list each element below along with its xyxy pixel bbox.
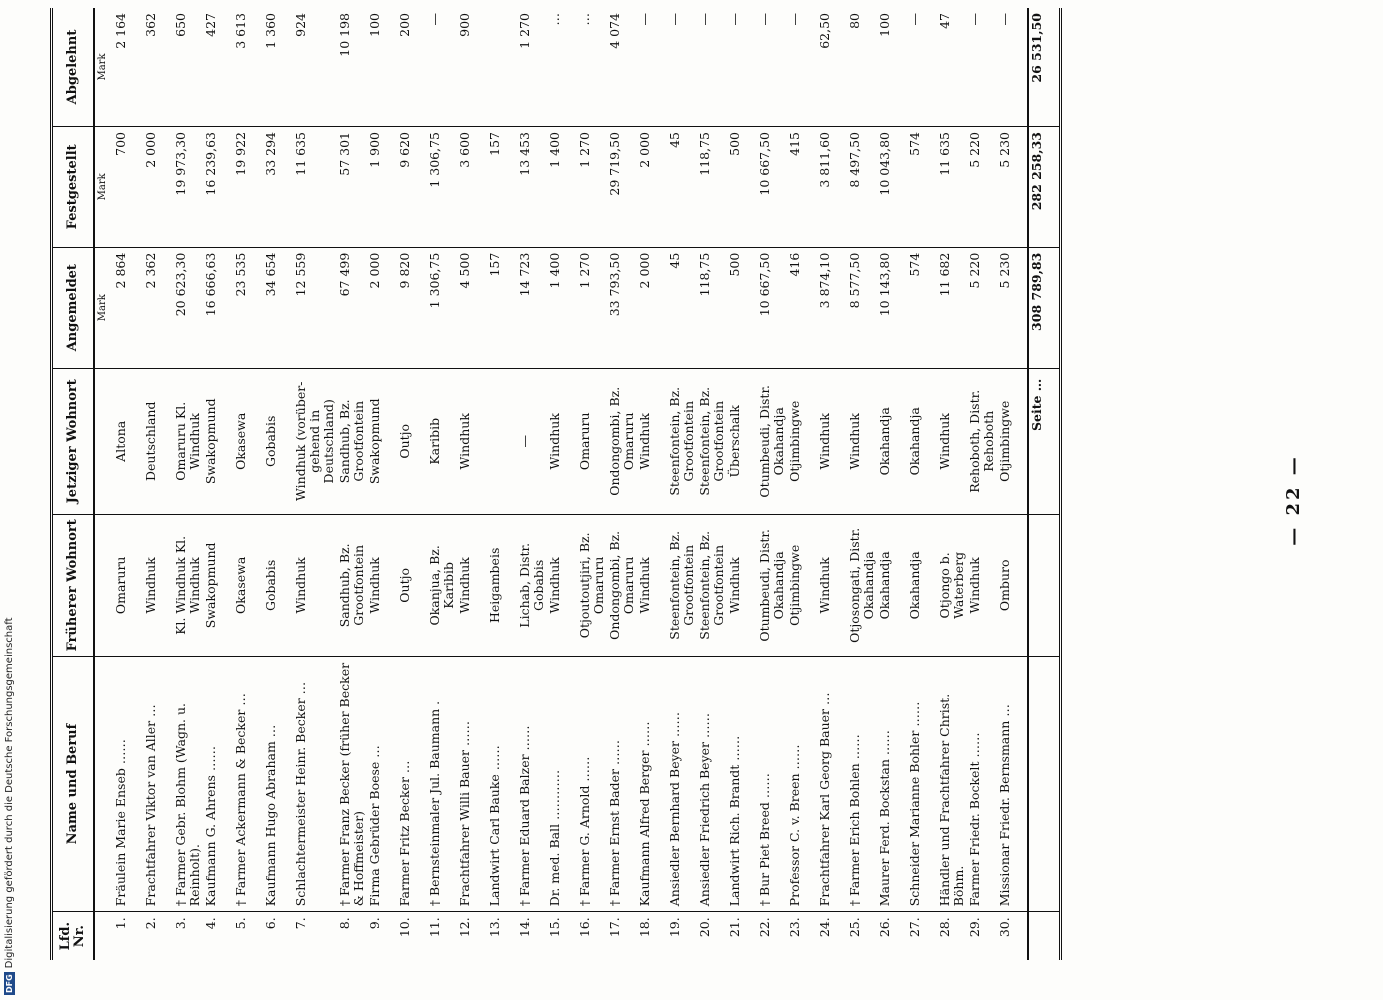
row-current-residence: Omaruru Kl. Windhuk [173, 368, 203, 514]
row-prev-residence: Swakopmund [203, 514, 233, 656]
row-prev-residence: Windhuk [967, 514, 997, 656]
row-prev-residence: Otjosongati, Distr. Okahandja [847, 514, 877, 656]
row-name: † Farmer Erich Bohlen …… [847, 656, 877, 911]
row-claimed: 5 230 [997, 247, 1028, 368]
footer-credit [4, 617, 15, 995]
row-prev-residence: Lichab, Distr. Gobabis [517, 514, 547, 656]
row-nr: 9. [367, 917, 382, 930]
row-current-residence: Windhuk [817, 368, 847, 514]
row-claimed: 3 874,10 [817, 247, 847, 368]
row-name: Dr. med. Ball ………… [547, 656, 577, 911]
row-name: † Farmer G. Arnold …… [577, 656, 607, 911]
row-prev-residence: Windhuk [817, 514, 847, 656]
row-claimed: 4 500 [457, 247, 487, 368]
row-name: Schneider Marianne Bohler …… [907, 656, 937, 911]
row-name: Frachtfahrer Viktor van Aller … [143, 656, 173, 911]
row-name: Missionar Friedr. Bernsmann … [997, 656, 1028, 911]
row-name: † Farmer Ernst Bader …… [607, 656, 637, 911]
table-row [577, 8, 607, 960]
row-name: Firma Gebrüder Boese … [367, 656, 397, 911]
row-name: Schlachtermeister Heinr. Becker … [293, 656, 337, 911]
row-fixed: 9 620 [397, 127, 427, 248]
header-claimed: Angemeldet [52, 247, 95, 368]
page-number: — 22 — [1283, 454, 1304, 546]
row-name: Maurer Ferd. Bockstan …… [877, 656, 907, 911]
row-claimed: 118,75 [697, 247, 727, 368]
row-nr: 8. [337, 917, 352, 930]
table-row [457, 8, 487, 960]
row-nr: 27. [907, 917, 922, 938]
row-fixed: 3 600 [457, 127, 487, 248]
claims-table [50, 8, 1062, 960]
header-rejected: Abgelehnt [52, 8, 95, 127]
row-claimed: 1 270 [577, 247, 607, 368]
row-claimed: 8 577,50 [847, 247, 877, 368]
row-claimed: 34 654 [263, 247, 293, 368]
row-claimed: 5 220 [967, 247, 997, 368]
row-name: Fräulein Marie Enseb …… [113, 656, 143, 911]
row-nr: 29. [967, 917, 982, 938]
row-current-residence: Deutschland [143, 368, 173, 514]
row-current-residence: Okasewa [233, 368, 263, 514]
row-current-residence: Karibib [427, 368, 457, 514]
row-rejected: 100 [367, 8, 397, 127]
row-fixed: 3 811,60 [817, 127, 847, 248]
total-empty [1028, 656, 1061, 911]
table-row [143, 8, 173, 960]
header-prev-residence: Früherer Wohnort [52, 514, 95, 656]
row-prev-residence: Windhuk [457, 514, 487, 656]
row-name: † Farmer Franz Becker (früher Becker & Hoffmeister) [337, 656, 367, 911]
row-nr: 1. [113, 917, 128, 930]
row-nr: 11. [427, 917, 442, 938]
row-nr: 20. [697, 917, 712, 938]
row-fixed: 2 000 [637, 127, 667, 248]
row-nr: 25. [847, 917, 862, 938]
row-name: † Bur Piet Breed …… [757, 656, 787, 911]
row-prev-residence: Okahandja [877, 514, 907, 656]
row-rejected: 10 198 [337, 8, 367, 127]
row-fixed: 5 220 [967, 127, 997, 248]
row-claimed: 2 000 [367, 247, 397, 368]
row-current-residence: Omaruru [577, 368, 607, 514]
row-fixed: 415 [787, 127, 817, 248]
row-nr: 12. [457, 917, 472, 938]
row-prev-residence: Okahandja [907, 514, 937, 656]
row-fixed: 10 667,50 [757, 127, 787, 248]
row-nr: 26. [877, 917, 892, 938]
table-row [487, 8, 517, 960]
row-current-residence: Otjimbingwe [787, 368, 817, 514]
row-nr: 24. [817, 917, 832, 938]
row-fixed: 13 453 [517, 127, 547, 248]
row-fixed: 19 973,30 [173, 127, 203, 248]
row-current-residence: Rehoboth, Distr. Rehoboth [967, 368, 997, 514]
row-prev-residence: Steenfontein, Bz. Grootfontein [697, 514, 727, 656]
row-prev-residence: Gobabis [263, 514, 293, 656]
row-current-residence: Windhuk [637, 368, 667, 514]
row-prev-residence: Omburo [997, 514, 1028, 656]
row-rejected: — [637, 8, 667, 127]
row-name: Farmer Fritz Becker … [397, 656, 427, 911]
row-claimed: 45 [667, 247, 697, 368]
row-fixed: 45 [667, 127, 697, 248]
row-rejected: — [907, 8, 937, 127]
row-claimed: 500 [727, 247, 757, 368]
total-empty [1028, 514, 1061, 656]
table-row [233, 8, 263, 960]
row-prev-residence: Windhuk [637, 514, 667, 656]
row-fixed: 2 000 [143, 127, 173, 248]
row-nr: 10. [397, 917, 412, 938]
table-row [967, 8, 997, 960]
row-claimed: 12 559 [293, 247, 337, 368]
row-current-residence: Überschalk [727, 368, 757, 514]
table-body [94, 8, 1061, 960]
row-current-residence: Otjimbingwe [997, 368, 1028, 514]
row-fixed: 29 719,50 [607, 127, 637, 248]
row-current-residence: Windhuk [937, 368, 967, 514]
row-prev-residence: Otjimbingwe [787, 514, 817, 656]
table-row [847, 8, 877, 960]
table-header-row [52, 8, 95, 960]
row-nr: 7. [293, 917, 308, 930]
table-row [607, 8, 637, 960]
row-rejected: 1 270 [517, 8, 547, 127]
row-rejected: — [997, 8, 1028, 127]
row-current-residence: Windhuk [457, 368, 487, 514]
row-claimed: 20 623,30 [173, 247, 203, 368]
row-nr: 30. [997, 917, 1012, 938]
row-rejected: 100 [877, 8, 907, 127]
row-rejected: 200 [397, 8, 427, 127]
table-row [113, 8, 143, 960]
row-prev-residence: Outjo [397, 514, 427, 656]
row-claimed: 1 306,75 [427, 247, 457, 368]
row-name: Ansiedler Bernhard Beyer …… [667, 656, 697, 911]
row-name: Händler und Frachtfahrer Christ. Böhm. [937, 656, 967, 911]
row-nr: 4. [203, 917, 218, 930]
row-name: Frachtfahrer Willi Bauer …… [457, 656, 487, 911]
row-current-residence: Swakopmund [367, 368, 397, 514]
row-fixed: 118,75 [697, 127, 727, 248]
unit-rejected: Mark [94, 8, 113, 127]
row-rejected: — [727, 8, 757, 127]
total-empty [1028, 912, 1061, 960]
row-claimed: 14 723 [517, 247, 547, 368]
row-prev-residence: Otjongo b. Waterberg [937, 514, 967, 656]
row-name: † Farmer Gebr. Blohm (Wagn. u. Reinholt). [173, 656, 203, 911]
row-claimed: 2 000 [637, 247, 667, 368]
row-prev-residence: Windhuk [547, 514, 577, 656]
row-prev-residence: Heigambeis [487, 514, 517, 656]
table-row [517, 8, 547, 960]
row-prev-residence: Ondongombi, Bz. Omaruru [607, 514, 637, 656]
row-nr: 3. [173, 917, 188, 930]
row-name: † Bernsteinmaler Jul. Baumann . [427, 656, 457, 911]
row-rejected: 362 [143, 8, 173, 127]
row-name: Professor C. v. Breen …… [787, 656, 817, 911]
table-row [293, 8, 337, 960]
row-rejected: 3 613 [233, 8, 263, 127]
row-fixed: 5 230 [997, 127, 1028, 248]
row-rejected: 900 [457, 8, 487, 127]
row-current-residence: Okahandja [877, 368, 907, 514]
row-nr: 28. [937, 917, 952, 938]
total-fixed: 282 258,33 [1028, 127, 1061, 248]
row-name: Landwirt Carl Bauke …… [487, 656, 517, 911]
row-claimed: 10 667,50 [757, 247, 787, 368]
total-row [1028, 8, 1061, 960]
row-nr: 13. [487, 917, 502, 938]
row-name: † Farmer Eduard Balzer …… [517, 656, 547, 911]
dfg-logo: DFG [5, 974, 14, 993]
row-name: Landwirt Rich. Brandt …… [727, 656, 757, 911]
table-row [367, 8, 397, 960]
row-name: Ansiedler Friedrich Beyer …… [697, 656, 727, 911]
row-name: Kaufmann Hugo Abraham … [263, 656, 293, 911]
row-prev-residence: Okanjua, Bz. Karibib [427, 514, 457, 656]
table-row [997, 8, 1028, 960]
row-nr: 16. [577, 917, 592, 938]
table-row [173, 8, 203, 960]
row-claimed: 416 [787, 247, 817, 368]
row-fixed: 500 [727, 127, 757, 248]
units-row [94, 8, 113, 960]
header-nr: Lfd. Nr. [52, 912, 95, 960]
table-row [263, 8, 293, 960]
row-nr: 18. [637, 917, 652, 938]
row-name: Farmer Friedr. Bockelt …… [967, 656, 997, 911]
header-current-residence: Jetziger Wohnort [52, 368, 95, 514]
row-claimed: 2 864 [113, 247, 143, 368]
row-claimed: 2 362 [143, 247, 173, 368]
row-prev-residence: Windhuk [143, 514, 173, 656]
row-rejected: 80 [847, 8, 877, 127]
row-rejected: 62,50 [817, 8, 847, 127]
row-rejected: 427 [203, 8, 233, 127]
row-current-residence: Outjo [397, 368, 427, 514]
row-fixed: 57 301 [337, 127, 367, 248]
row-nr: 5. [233, 917, 248, 930]
table-row [203, 8, 233, 960]
row-current-residence: Ondongombi, Bz. Omaruru [607, 368, 637, 514]
table-row [757, 8, 787, 960]
row-fixed: 16 239,63 [203, 127, 233, 248]
unit-fixed: Mark [94, 127, 113, 248]
row-fixed: 1 270 [577, 127, 607, 248]
row-nr: 14. [517, 917, 532, 938]
table-row [817, 8, 847, 960]
row-rejected: 1 360 [263, 8, 293, 127]
row-rejected: 2 164 [113, 8, 143, 127]
row-current-residence: Altona [113, 368, 143, 514]
row-claimed: 11 682 [937, 247, 967, 368]
row-fixed: 700 [113, 127, 143, 248]
row-fixed: 10 043,80 [877, 127, 907, 248]
row-current-residence [487, 368, 517, 514]
row-rejected: … [577, 8, 607, 127]
row-prev-residence: Windhuk [727, 514, 757, 656]
row-current-residence: Windhuk [547, 368, 577, 514]
row-nr: 2. [143, 917, 158, 930]
table-row [907, 8, 937, 960]
row-current-residence: Steenfontein, Bz. Grootfontein [667, 368, 697, 514]
row-current-residence: — [517, 368, 547, 514]
table-row [727, 8, 757, 960]
row-claimed: 67 499 [337, 247, 367, 368]
row-claimed: 574 [907, 247, 937, 368]
total-claimed: 308 789,83 [1028, 247, 1061, 368]
row-claimed: 16 666,63 [203, 247, 233, 368]
table-row [787, 8, 817, 960]
row-current-residence: Gobabis [263, 368, 293, 514]
row-rejected: 47 [937, 8, 967, 127]
row-rejected: 4 074 [607, 8, 637, 127]
table-row [337, 8, 367, 960]
header-name: Name und Beruf [52, 656, 95, 911]
row-rejected: — [967, 8, 997, 127]
total-rejected: 26 531,50 [1028, 8, 1061, 127]
table-row [637, 8, 667, 960]
row-prev-residence: Otjoutoutjiri, Bz. Omaruru [577, 514, 607, 656]
row-nr: 23. [787, 917, 802, 938]
row-name: Kaufmann Alfred Berger …… [637, 656, 667, 911]
row-nr: 6. [263, 917, 278, 930]
row-rejected: — [667, 8, 697, 127]
row-current-residence: Windhuk (vorüber-gehend in Deutschland) [293, 368, 337, 514]
table-row [697, 8, 727, 960]
row-claimed: 157 [487, 247, 517, 368]
row-claimed: 10 143,80 [877, 247, 907, 368]
row-current-residence: Sandhub, Bz. Grootfontein [337, 368, 367, 514]
row-fixed: 1 306,75 [427, 127, 457, 248]
table-row [667, 8, 697, 960]
table-row [397, 8, 427, 960]
row-nr: 22. [757, 917, 772, 938]
row-prev-residence: Windhuk [367, 514, 397, 656]
row-prev-residence: Steenfontein, Bz. Grootfontein [667, 514, 697, 656]
row-prev-residence: Omaruru [113, 514, 143, 656]
row-prev-residence: Sandhub, Bz. Grootfontein [337, 514, 367, 656]
row-prev-residence: Kl. Windhuk Kl. Windhuk [173, 514, 203, 656]
row-fixed: 11 635 [293, 127, 337, 248]
table-row [877, 8, 907, 960]
row-name: † Farmer Ackermann & Becker … [233, 656, 263, 911]
row-claimed: 1 400 [547, 247, 577, 368]
row-fixed: 157 [487, 127, 517, 248]
row-current-residence: Windhuk [847, 368, 877, 514]
row-fixed: 8 497,50 [847, 127, 877, 248]
row-claimed: 9 820 [397, 247, 427, 368]
row-nr: 17. [607, 917, 622, 938]
row-claimed: 23 535 [233, 247, 263, 368]
row-rejected: 650 [173, 8, 203, 127]
row-name: Kaufmann G. Ahrens …… [203, 656, 233, 911]
row-name: Frachtfahrer Karl Georg Bauer … [817, 656, 847, 911]
row-rejected: — [787, 8, 817, 127]
row-rejected: … [547, 8, 577, 127]
row-nr: 15. [547, 917, 562, 938]
row-rejected: — [697, 8, 727, 127]
row-prev-residence: Otumbeudi, Distr. Okahandja [757, 514, 787, 656]
row-current-residence: Steenfontein, Bz. Grootfontein [697, 368, 727, 514]
row-fixed: 1 900 [367, 127, 397, 248]
table-row [547, 8, 577, 960]
row-rejected: — [757, 8, 787, 127]
total-label: Seite … [1028, 368, 1061, 514]
row-prev-residence: Okasewa [233, 514, 263, 656]
table-row [427, 8, 457, 960]
row-nr: 21. [727, 917, 742, 938]
row-nr: 19. [667, 917, 682, 938]
footer-text: Digitalisierung gefördert durch die Deutsche Forschungsgemeinschaft [4, 617, 15, 969]
row-current-residence: Okahandja [907, 368, 937, 514]
row-current-residence: Swakopmund [203, 368, 233, 514]
row-fixed: 574 [907, 127, 937, 248]
unit-claimed: Mark [94, 247, 113, 368]
row-rejected [487, 8, 517, 127]
row-claimed: 33 793,50 [607, 247, 637, 368]
row-fixed: 1 400 [547, 127, 577, 248]
row-fixed: 33 294 [263, 127, 293, 248]
row-prev-residence: Windhuk [293, 514, 337, 656]
table-row [937, 8, 967, 960]
row-rejected: — [427, 8, 457, 127]
header-fixed: Festgestellt [52, 127, 95, 248]
row-fixed: 11 635 [937, 127, 967, 248]
row-rejected: 924 [293, 8, 337, 127]
row-current-residence: Otumbeudi, Distr. Okahandja [757, 368, 787, 514]
row-fixed: 19 922 [233, 127, 263, 248]
